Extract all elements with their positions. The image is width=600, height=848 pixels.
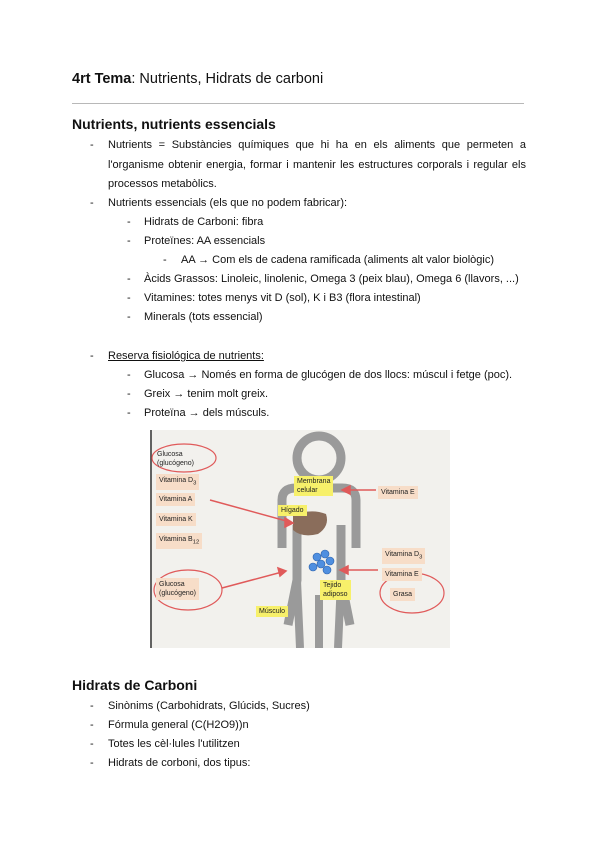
nutrient-reserve-figure [150, 430, 450, 648]
definition-line: Nutrients = Substàncies químiques que hi ha en els aliments que permeten a [108, 139, 526, 151]
bullet-dash: - [90, 350, 94, 362]
list-item: Sinònims (Carbohidrats, Glúcids, Sucres) [108, 700, 310, 712]
fat-cells [309, 550, 334, 574]
vitamin-d-right-label: Vitamina $D_3$ [382, 548, 425, 564]
list-item: Àcids Grassos: Linoleic, linolenic, Omega 3 (peix blau), Omega 6 (llavors, ...) [144, 273, 519, 285]
list-item: Vitamines: totes menys vit D (sol), K i B3 (flora intestinal) [144, 292, 421, 304]
divider [72, 103, 524, 104]
vitamin-e-right-label: Vitamina E [382, 568, 422, 581]
bullet-dash: - [90, 719, 94, 731]
definition-line: l'organisme obtenir energia, formar i mantenir les estructures corporals i regular els [108, 158, 526, 171]
list-item: Greix → tenim molt greix. [144, 388, 269, 400]
list-item: Hidrats de Carboni: fibra [144, 216, 264, 228]
section-heading-carbs: Hidrats de Carboni [72, 677, 198, 693]
muscle-label: Músculo [256, 606, 288, 617]
bullet-dash: - [163, 254, 167, 266]
bullet-dash: - [127, 216, 131, 228]
bullet-dash: - [90, 757, 94, 769]
adipose-label: Tejido adiposo [320, 580, 351, 600]
bullet-dash: - [127, 369, 131, 381]
bullet-dash: - [127, 407, 131, 419]
list-item: Nutrients essencials (els que no podem fabricar): [108, 197, 348, 209]
bullet-dash: - [90, 700, 94, 712]
vitamin-b12-label: Vitamina $B_{12}$ [156, 533, 202, 549]
bullet-dash: - [127, 292, 131, 304]
list-item: Proteïnes: AA essencials [144, 235, 266, 247]
bullet-dash: - [127, 273, 131, 285]
list-item: Fórmula general (C(H2O9))n [108, 719, 249, 731]
title-rest: : Nutrients, Hidrats de carboni [131, 71, 324, 87]
glucose-top-label: Glucosa (glucógeno) [157, 451, 194, 467]
bullet-dash: - [127, 311, 131, 323]
list-item: Totes les cèl·lules l'utilitzen [108, 738, 240, 750]
list-item: Hidrats de corboni, dos tipus: [108, 757, 251, 769]
page-title [72, 71, 323, 87]
section-heading-nutrients: Nutrients, nutrients essencials [72, 116, 276, 132]
list-item: AA → Com els de cadena ramificada (aliments alt valor biològic) [181, 254, 495, 266]
bullet-dash: - [127, 235, 131, 247]
vitamin-k-label: Vitamina K [156, 513, 196, 526]
vitamin-e-top-label: Vitamina E [378, 486, 418, 499]
grasa-label: Grasa [390, 588, 415, 601]
reserve-title: Reserva fisiológica de nutrients: [108, 350, 264, 362]
membrane-label: Membrana celular [294, 476, 333, 496]
liver-label: Hígado [278, 505, 307, 516]
list-item: Glucosa → Només en forma de glucógen de dos llocs: múscul i fetge (poc). [144, 369, 513, 381]
bullet-dash: - [90, 197, 94, 209]
glucose-bottom-label: Glucosa (glucógeno) [156, 578, 199, 600]
vitamin-a-label: Vitamina A [156, 493, 195, 506]
title-bold: 4rt Tema [72, 71, 132, 87]
vitamin-d-label: Vitamina $D_3$ [156, 474, 199, 490]
head-outline [297, 436, 341, 480]
bullet-dash: - [127, 388, 131, 400]
list-item: Minerals (tots essencial) [144, 311, 263, 323]
list-item: Proteïna → dels músculs. [144, 407, 270, 419]
definition-line: processos metabòlics. [108, 178, 217, 190]
bullet-dash: - [90, 139, 94, 151]
bullet-dash: - [90, 738, 94, 750]
